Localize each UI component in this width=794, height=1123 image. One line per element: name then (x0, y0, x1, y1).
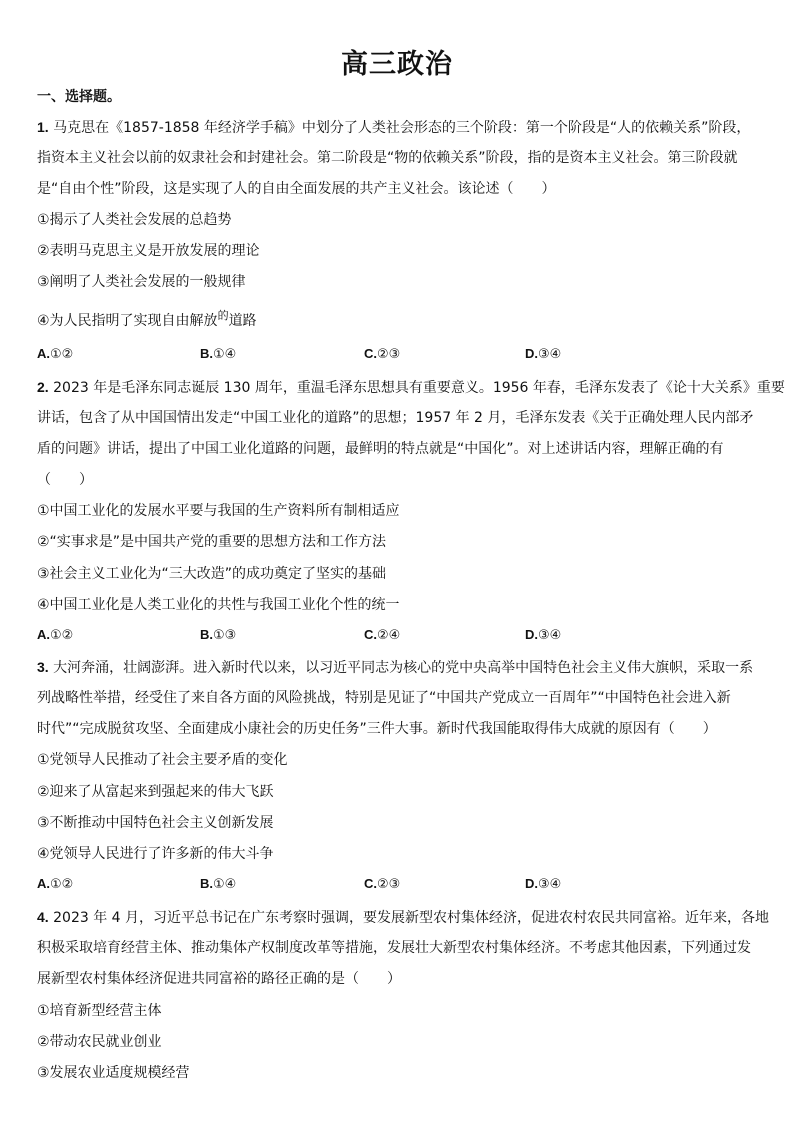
option-b[interactable] (200, 627, 236, 643)
option-a[interactable] (37, 876, 73, 892)
option-d[interactable] (525, 876, 561, 892)
question-number: 4. (37, 909, 49, 925)
question-2-options (37, 627, 757, 647)
question-3-item: ②迎来了从富起来到强起来的伟大飞跃 (37, 784, 274, 800)
option-letter: A. (37, 876, 50, 891)
option-text: ②③ (377, 877, 401, 892)
question-1-options (37, 346, 757, 366)
question-3-stem-line: 列战略性举措，经受住了来自各方面的风险挑战，特别是见证了“中国共产党成立一百周年”“中国特色社会进入新 (37, 690, 731, 706)
question-1-item: ①揭示了人类社会发展的总趋势 (37, 212, 232, 228)
option-letter: A. (37, 346, 50, 361)
option-b[interactable] (200, 876, 236, 892)
question-2-stem-line: 盾的问题》讲话，提出了中国工业化道路的问题，最鲜明的特点就是“中国化”。对上述讲话内容，理解正确的有 (37, 441, 724, 457)
question-3-options (37, 876, 757, 896)
option-letter: B. (200, 346, 213, 361)
question-1-stem-line (37, 117, 750, 138)
option-text: ①④ (213, 347, 237, 362)
question-2-item: ①中国工业化的发展水平要与我国的生产资料所有制相适应 (37, 503, 400, 519)
option-letter: B. (200, 876, 213, 891)
option-letter: C. (364, 627, 377, 642)
option-c[interactable] (364, 346, 400, 362)
question-4-stem-line: 展新型农村集体经济促进共同富裕的路径正确的是（ ） (37, 971, 401, 987)
option-letter: A. (37, 627, 50, 642)
question-3-stem-line (37, 657, 753, 678)
option-text: ②④ (377, 628, 401, 643)
question-1-stem-line: 指资本主义社会以前的奴隶社会和封建社会。第二阶段是“物的依赖关系”阶段，指的是资本主义社会。第三阶段就 (37, 150, 738, 166)
option-d[interactable] (525, 627, 561, 643)
question-text: 大河奔涌，壮阔澎湃。进入新时代以来，以习近平同志为核心的党中央高举中国特色社会主义伟大旗帜，采取一系 (53, 660, 754, 676)
option-letter: D. (525, 627, 538, 642)
question-2-stem-line: （ ） (37, 472, 93, 488)
question-2-stem-line: 讲话，包含了从中国国情出发走“中国工业化的道路”的思想；1957 年 2 月，毛泽东发表《关于正确处理人民内部矛 (37, 410, 754, 426)
question-3-stem-line: 时代”“完成脱贫攻坚、全面建成小康社会的历史任务”三件大事。新时代我国能取得伟大成就的原因有（ ） (37, 721, 717, 737)
question-1-item: ②表明马克思主义是开放发展的理论 (37, 243, 260, 259)
option-c[interactable] (364, 876, 400, 892)
option-a[interactable] (37, 627, 73, 643)
option-text: ③④ (538, 628, 562, 643)
question-4-item: ③发展农业适度规模经营 (37, 1065, 190, 1081)
question-2-item: ③社会主义工业化为“三大改造”的成功奠定了坚实的基础 (37, 566, 387, 582)
question-number: 3. (37, 659, 49, 675)
section-heading: 一、选择题。 (37, 89, 121, 105)
page-title: 高三政治 (341, 49, 453, 80)
question-3-item: ③不断推动中国特色社会主义创新发展 (37, 815, 274, 831)
item-superscript-text: 的 (217, 309, 229, 322)
question-text: 马克思在《1857-1858 年经济学手稿》中划分了人类社会形态的三个阶段：第一个阶段是“人的依赖关系”阶段， (53, 120, 751, 136)
option-letter: D. (525, 876, 538, 891)
option-a[interactable] (37, 346, 73, 362)
option-letter: C. (364, 346, 377, 361)
option-text: ①② (50, 347, 74, 362)
option-text: ①④ (213, 877, 237, 892)
question-1-stem-line: 是“自由个性”阶段，这是实现了人的自由全面发展的共产主义社会。该论述（ ） (37, 181, 556, 197)
question-number: 2. (37, 379, 49, 395)
question-text: 2023 年是毛泽东同志诞辰 130 周年，重温毛泽东思想具有重要意义。1956 年春，毛泽东发表了《论十大关系》重要 (53, 380, 785, 396)
option-text: ③④ (538, 347, 562, 362)
question-4-item: ②带动农民就业创业 (37, 1034, 162, 1050)
option-text: ①③ (213, 628, 237, 643)
question-2-item: ②“实事求是”是中国共产党的重要的思想方法和工作方法 (37, 534, 387, 550)
question-4-stem-line: 积极采取培育经营主体、推动集体产权制度改革等措施，发展壮大新型农村集体经济。不考虑其他因素，下列通过发 (37, 940, 751, 956)
question-4-item: ①培育新型经营主体 (37, 1003, 162, 1019)
option-b[interactable] (200, 346, 236, 362)
question-2-item: ④中国工业化是人类工业化的共性与我国工业化个性的统一 (37, 597, 400, 613)
item-text: ④为人民指明了实现自由解放 (37, 313, 218, 329)
option-d[interactable] (525, 346, 561, 362)
question-3-item: ①党领导人民推动了社会主要矛盾的变化 (37, 752, 288, 768)
question-2-stem-line (37, 377, 785, 398)
question-1-item (37, 311, 257, 332)
option-letter: C. (364, 876, 377, 891)
option-text: ①② (50, 877, 74, 892)
option-text: ②③ (377, 347, 401, 362)
option-c[interactable] (364, 627, 400, 643)
option-text: ③④ (538, 877, 562, 892)
question-4-stem-line (37, 907, 769, 928)
question-1-item: ③阐明了人类社会发展的一般规律 (37, 274, 246, 290)
option-letter: B. (200, 627, 213, 642)
option-letter: D. (525, 346, 538, 361)
option-text: ①② (50, 628, 74, 643)
question-number: 1. (37, 119, 49, 135)
item-text: 道路 (228, 313, 257, 329)
question-3-item: ④党领导人民进行了许多新的伟大斗争 (37, 846, 274, 862)
question-text: 2023 年 4 月，习近平总书记在广东考察时强调，要发展新型农村集体经济，促进农村农民共同富裕。近年来，各地 (53, 910, 770, 926)
